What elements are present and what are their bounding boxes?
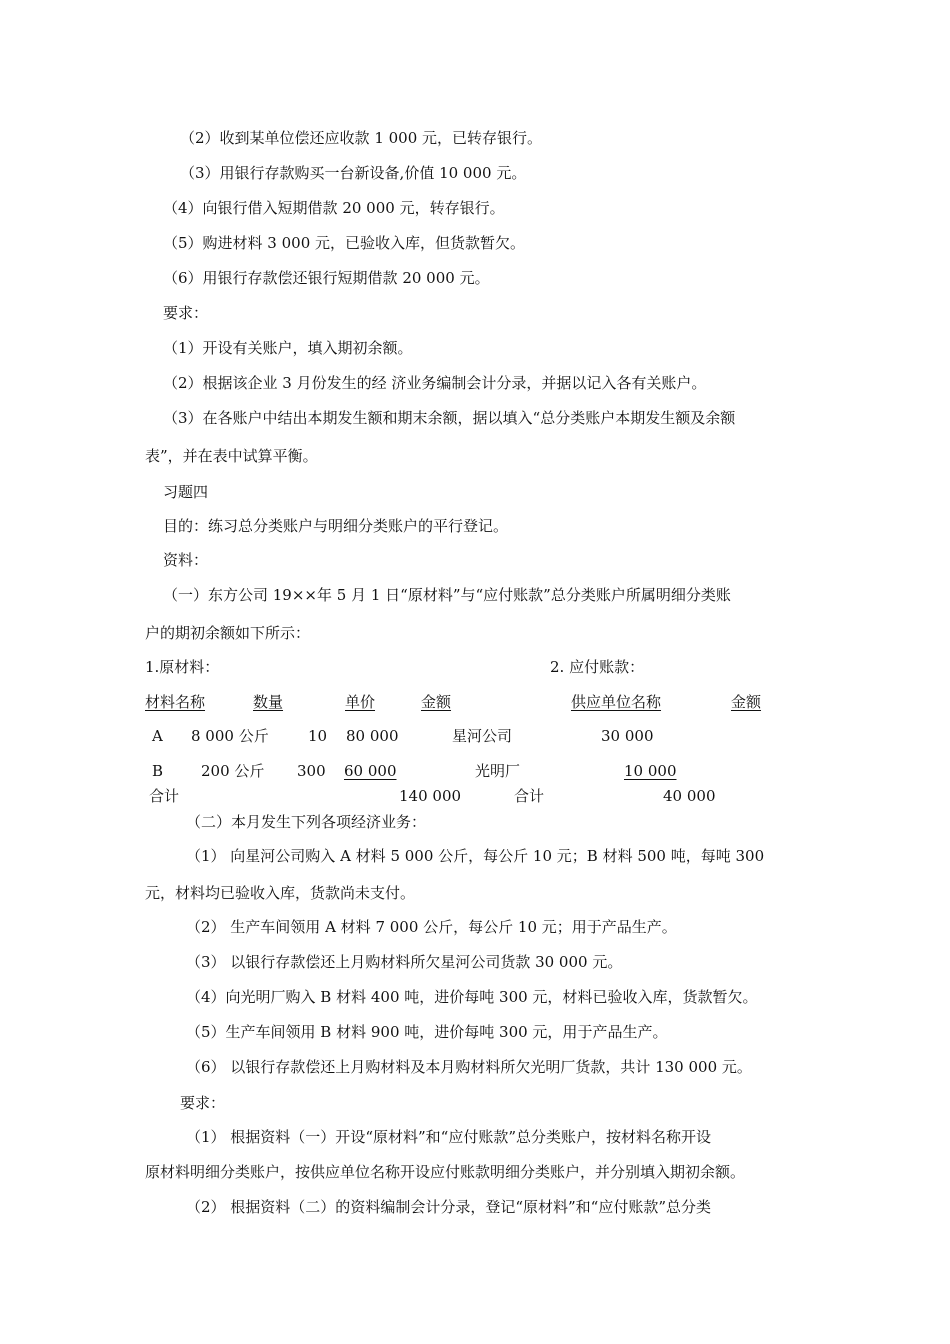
material-2-heading: （二）本月发生下列各项经济业务： bbox=[186, 813, 427, 831]
total-amount: 140 000 bbox=[399, 787, 462, 805]
transaction-1: （1） 向星河公司购入 A 材料 5 000 公斤，每公斤 10 元；B 材料 500 吨，每吨 300 bbox=[186, 847, 765, 865]
header-pay-amount: 金额 bbox=[731, 693, 762, 711]
transaction-4: （4）向光明厂购入 B 材料 400 吨，进价每吨 300 元，材料已验收入库，货款暂欠。 bbox=[186, 988, 758, 1006]
business-item-4: （4）向银行借入短期借款 20 000 元，转存银行。 bbox=[163, 199, 505, 217]
row-a-supplier: 星河公司 bbox=[452, 727, 513, 745]
material-1-line2: 户的期初余额如下所示： bbox=[145, 624, 311, 642]
row-a-price: 10 bbox=[308, 727, 328, 745]
exercise-requirements-heading: 要求： bbox=[180, 1094, 226, 1112]
raw-material-title: 1.原材料： bbox=[145, 658, 220, 676]
row-a-amount: 80 000 bbox=[346, 727, 399, 745]
exercise-title: 习题四 bbox=[163, 483, 209, 501]
transaction-2: （2） 生产车间领用 A 材料 7 000 公斤，每公斤 10 元；用于产品生产。 bbox=[186, 918, 677, 936]
requirements-heading: 要求： bbox=[163, 304, 209, 322]
row-b-quantity: 200 公斤 bbox=[201, 762, 265, 780]
row-b-name: B bbox=[152, 762, 164, 780]
transaction-5: （5）生产车间领用 B 材料 900 吨，进价每吨 300 元，用于产品生产。 bbox=[186, 1023, 668, 1041]
total-pay-amount: 40 000 bbox=[663, 787, 716, 805]
total-label-payables: 合计 bbox=[514, 787, 545, 805]
header-quantity: 数量 bbox=[253, 693, 284, 711]
business-item-3: （3）用银行存款购买一台新设备,价值 10 000 元。 bbox=[180, 164, 527, 182]
header-supplier: 供应单位名称 bbox=[571, 693, 662, 711]
header-material-name: 材料名称 bbox=[145, 693, 206, 711]
exercise-requirement-2: （2） 根据资料（二）的资料编制会计分录，登记“原材料”和“应付账款”总分类 bbox=[186, 1198, 711, 1216]
material-1-line1: （一）东方公司 19××年 5 月 1 日“原材料”与“应付账款”总分类账户所属明细分类账 bbox=[163, 586, 731, 604]
exercise-requirement-1: （1） 根据资料（一）开设“原材料”和“应付账款”总分类账户，按材料名称开设 bbox=[186, 1128, 711, 1146]
transaction-1-cont: 元，材料均已验收入库，货款尚未支付。 bbox=[145, 884, 416, 902]
material-heading: 资料： bbox=[163, 551, 209, 569]
transaction-6: （6） 以银行存款偿还上月购材料及本月购材料所欠光明厂货款，共计 130 000 元。 bbox=[186, 1058, 752, 1076]
requirement-1: （1）开设有关账户，填入期初余额。 bbox=[163, 339, 413, 357]
row-a-pay-amount: 30 000 bbox=[601, 727, 654, 745]
exercise-requirement-1-cont: 原材料明细分类账户，按供应单位名称开设应付账款明细分类账户，并分别填入期初余额。 bbox=[145, 1163, 746, 1181]
transaction-3: （3） 以银行存款偿还上月购材料所欠星河公司货款 30 000 元。 bbox=[186, 953, 623, 971]
business-item-2: （2）收到某单位偿还应收款 1 000 元，已转存银行。 bbox=[180, 129, 543, 147]
row-a-quantity: 8 000 公斤 bbox=[191, 727, 269, 745]
exercise-purpose: 目的：练习总分类账户与明细分类账户的平行登记。 bbox=[163, 517, 509, 535]
row-a-name: A bbox=[152, 727, 163, 745]
row-b-pay-amount: 10 000 bbox=[624, 762, 677, 780]
requirement-3-cont: 表”，并在表中试算平衡。 bbox=[145, 447, 318, 465]
business-item-6: （6）用银行存款偿还银行短期借款 20 000 元。 bbox=[163, 269, 490, 287]
requirement-3: （3）在各账户中结出本期发生额和期末余额，据以填入“总分类账户本期发生额及余额 bbox=[163, 409, 736, 427]
requirement-2: （2）根据该企业 3 月份发生的经 济业务编制会计分录，并据以记入各有关账户。 bbox=[163, 374, 707, 392]
row-b-price: 300 bbox=[297, 762, 326, 780]
row-b-supplier: 光明厂 bbox=[475, 762, 521, 780]
header-unit-price: 单价 bbox=[345, 693, 376, 711]
business-item-5: （5）购进材料 3 000 元，已验收入库，但货款暂欠。 bbox=[163, 234, 526, 252]
payables-title: 2. 应付账款： bbox=[550, 658, 645, 676]
row-b-amount: 60 000 bbox=[344, 762, 397, 780]
total-label: 合计 bbox=[149, 787, 180, 805]
header-amount: 金额 bbox=[421, 693, 452, 711]
